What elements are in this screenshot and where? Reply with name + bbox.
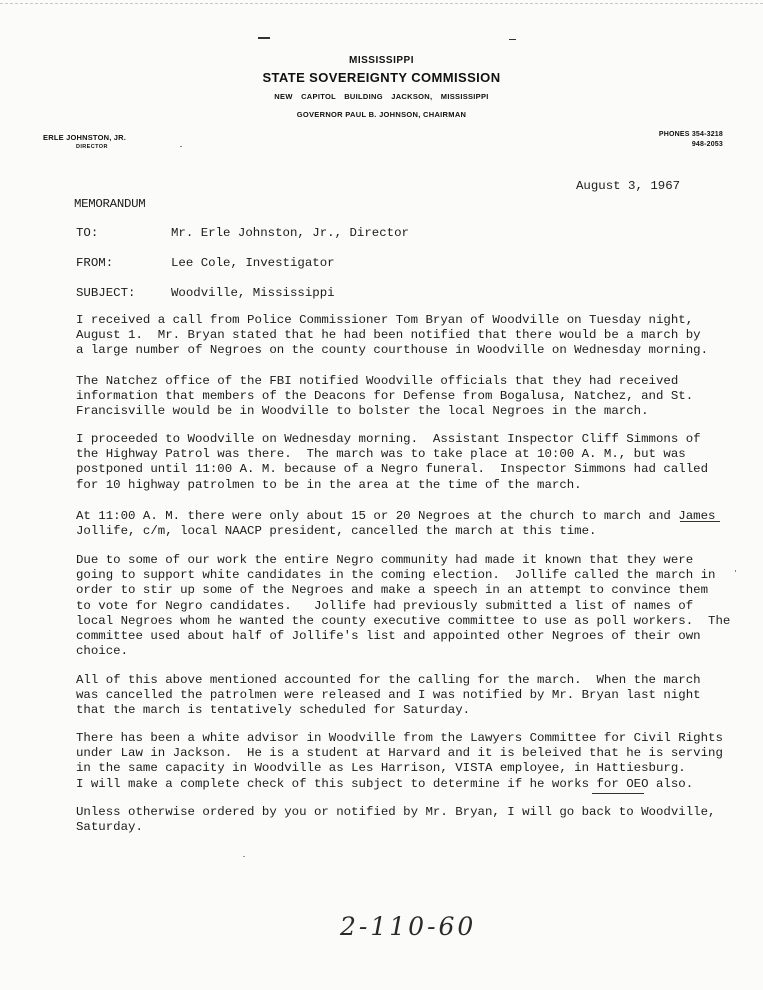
memo-heading: MEMORANDUM [74, 197, 146, 211]
pen-underline [680, 521, 720, 522]
text-line: Saturday. [76, 820, 143, 835]
subject-value: Woodville, Mississippi [171, 286, 335, 300]
body-paragraph-2 [76, 374, 756, 420]
text-line: postponed until 11:00 A. M. because of a Negro funeral. Inspector Simmons had called [76, 462, 709, 477]
memo-date: August 3, 1967 [576, 179, 681, 193]
handwritten-file-number: 2-110-60 [340, 912, 477, 941]
text-line: Jollife, c/m, local NAACP president, cancelled the march at this time. [76, 524, 597, 539]
body-paragraph-5 [76, 553, 756, 659]
text-line: choice. [76, 644, 129, 659]
director-name: ERLE JOHNSTON, JR. [43, 133, 127, 142]
text-line: I received a call from Police Commissioner Tom Bryan of Woodville on Tuesday night, [76, 313, 694, 327]
text-line: Due to some of our work the entire Negro community had made it known that they were [76, 553, 694, 567]
text-line: was cancelled the patrolmen were released and I was notified by Mr. Bryan last night [76, 688, 701, 703]
text-line: in the same capacity in Woodville as Les Harrison, VISTA employee, in Hattiesburg. [76, 761, 686, 776]
director-title: DIRECTOR [76, 144, 108, 150]
letterhead-governor: GOVERNOR PAUL B. JOHNSON, CHAIRMAN [296, 110, 467, 119]
body-paragraph-7 [76, 731, 756, 792]
page-edge-line [0, 3, 763, 4]
body-paragraph-6 [76, 673, 756, 719]
letterhead-commission: STATE SOVEREIGNTY COMMISSION [262, 70, 501, 85]
body-paragraph-1 [76, 313, 756, 359]
scan-mark [180, 146, 182, 147]
scan-mark [509, 39, 516, 40]
text-line: going to support white candidates in the coming election. Jollife called the march in [76, 568, 716, 583]
scan-mark [258, 37, 270, 39]
phones-line-1: PHONES 354-3218 [658, 131, 723, 138]
text-line: to vote for Negro candidates. Jollife had previously submitted a list of names of [76, 598, 694, 613]
text-line: I will make a complete check of this subject to determine if he works for OEO also. [76, 776, 694, 791]
text-line: Unless otherwise ordered by you or notified by Mr. Bryan, I will go back to Woodville, [76, 805, 716, 819]
to-value: Mr. Erle Johnston, Jr., Director [171, 226, 409, 240]
letterhead-address: NEW CAPITOL BUILDING JACKSON, MISSISSIPPI [274, 92, 489, 101]
letterhead-state: MISSISSIPPI [349, 55, 414, 66]
text-line: All of this above mentioned accounted for the calling for the march. When the march [76, 673, 701, 687]
subject-label: SUBJECT: [76, 286, 136, 300]
phones-line-2: 948-2053 [691, 141, 723, 148]
text-line: that the march is tentatively scheduled for Saturday. [76, 703, 471, 718]
text-line: the Highway Patrol was there. The march was to take place at 10:00 A. M., but was [76, 447, 686, 462]
from-label: FROM: [76, 256, 114, 270]
text-line: order to stir up some of the Negroes and make a speech in an attempt to convince them [76, 583, 709, 598]
text-line: I proceeded to Woodville on Wednesday morning. Assistant Inspector Cliff Simmons of [76, 432, 701, 446]
text-line: a large number of Negroes on the county courthouse in Woodville on Wednesday morning. [76, 343, 709, 358]
text-line: information that members of the Deacons for Defense from Bogalusa, Natchez, and St. [76, 389, 694, 404]
text-line: under Law in Jackson. He is a student at Harvard and it is beleived that he is serving [76, 746, 723, 761]
body-paragraph-4 [76, 509, 756, 539]
body-paragraph-3 [76, 432, 756, 493]
scan-mark [243, 856, 245, 857]
body-paragraph-8 [76, 805, 756, 835]
text-line: August 1. Mr. Bryan stated that he had been notified that there would be a march by [76, 328, 701, 343]
text-line: committee used about half of Jollife's list and appointed other Negroes of their own [76, 628, 701, 643]
to-label: TO: [76, 226, 99, 240]
text-line: The Natchez office of the FBI notified Woodville officials that they had received [76, 374, 679, 388]
from-value: Lee Cole, Investigator [171, 256, 335, 270]
text-line: for 10 highway patrolmen to be in the area at the time of the march. [76, 477, 582, 492]
pen-underline [592, 793, 644, 794]
text-line: At 11:00 A. M. there were only about 15 or 20 Negroes at the church to march and James [76, 509, 716, 523]
text-line: Francisville would be in Woodville to bolster the local Negroes in the march. [76, 404, 649, 419]
text-line: local Negroes whom he wanted the county executive committee to use as poll workers. The [76, 613, 731, 628]
text-line: There has been a white advisor in Woodville from the Lawyers Committee for Civil Rights [76, 731, 723, 745]
